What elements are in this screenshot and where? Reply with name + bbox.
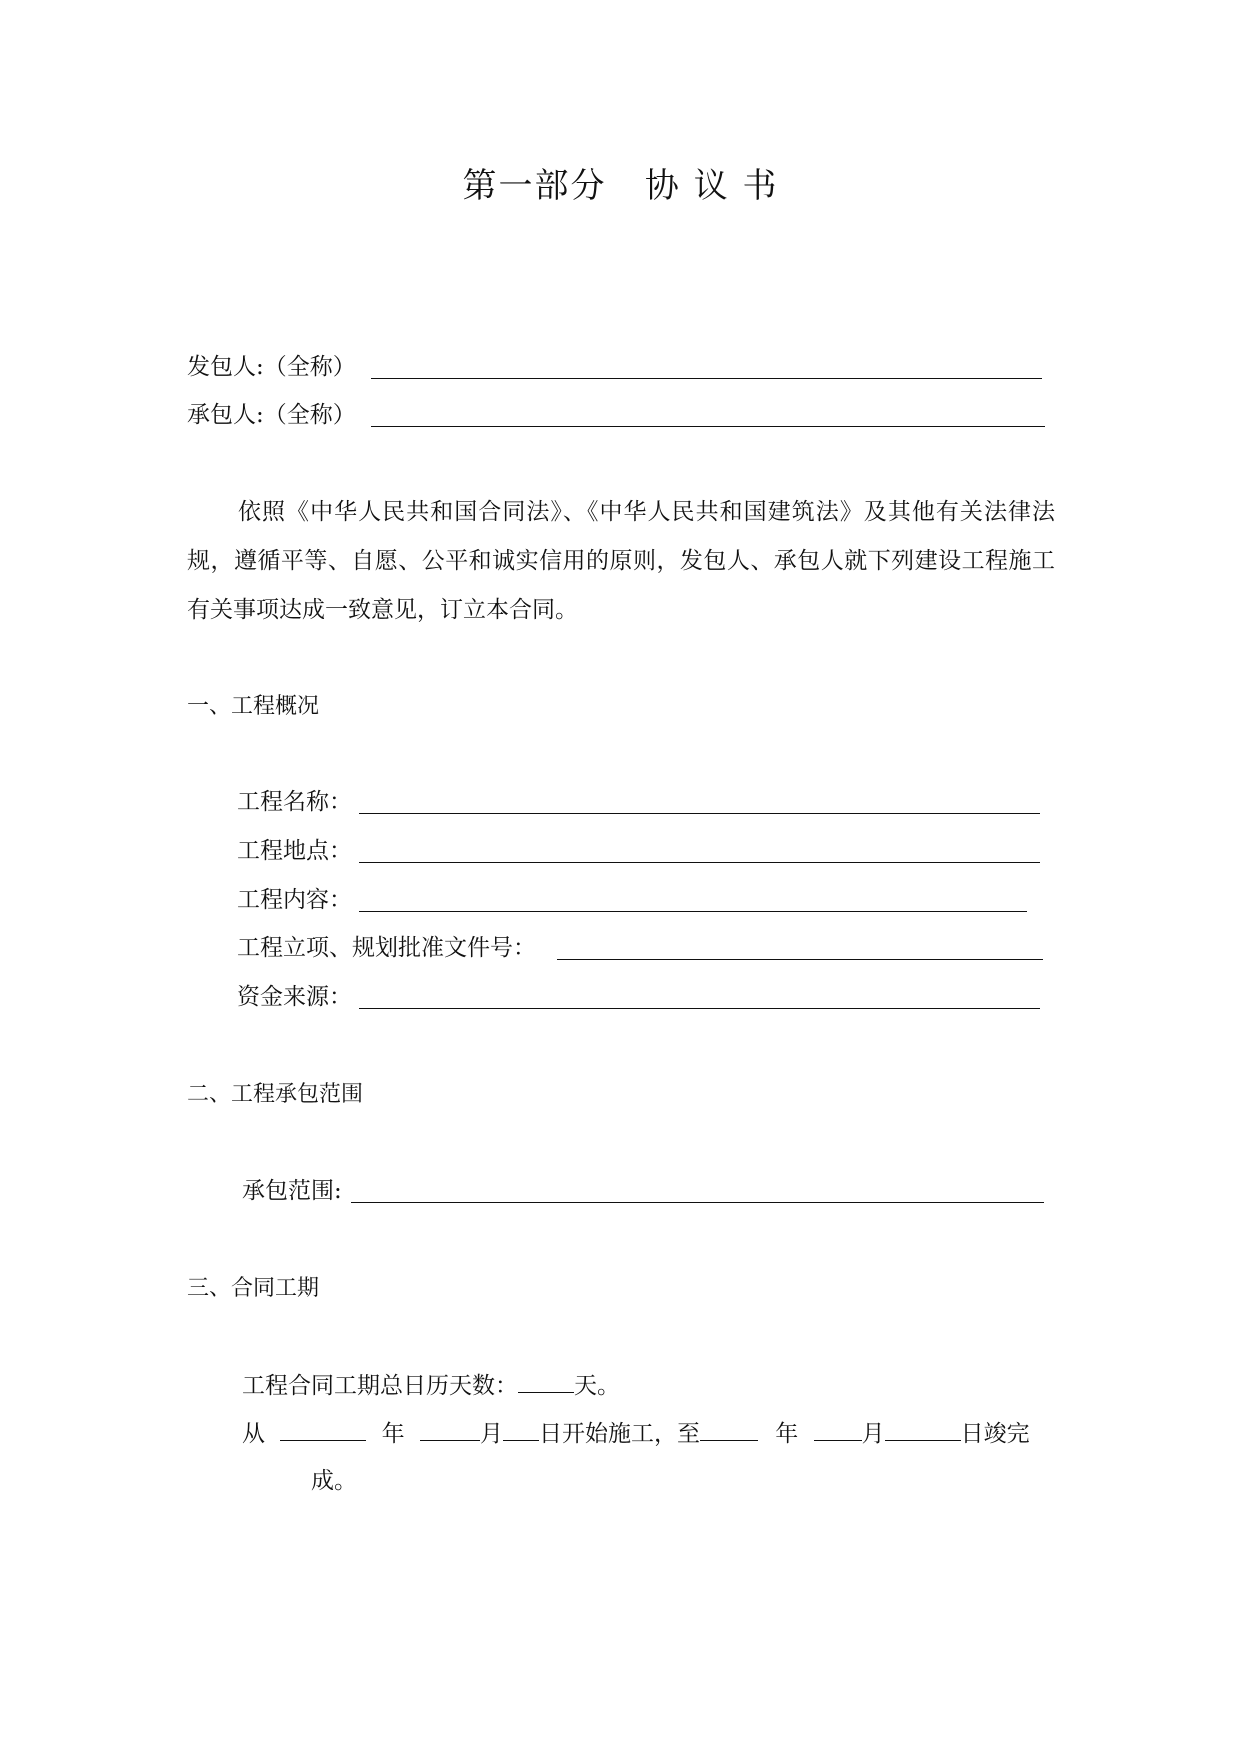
project-name-field[interactable] [359,813,1040,814]
contractor-label: 承包人:（全称） [187,402,356,428]
scope-label: 承包范围: [242,1178,342,1204]
page-title: 第一部分 协 议 书 [462,166,779,206]
preamble-paragraph: 依照《中华人民共和国合同法》、《中华人民共和国建筑法》及其他有关法律法规，遵循平等、自愿、公平和诚实信用的原则，发包人、承包人就下列建设工程施工有关事项达成一致意见，订立本合同。 [187,499,1055,623]
start-year-field[interactable] [280,1418,366,1441]
scope-field[interactable] [351,1202,1044,1203]
employer-name-field[interactable] [371,378,1042,379]
section1-heading: 一、工程概况 [187,694,320,719]
total-days-line [242,1370,620,1401]
end-day-label: 日竣完 [960,1421,1030,1447]
schedule-line [242,1418,1030,1449]
from-label: 从 [242,1421,265,1447]
project-name-label: 工程名称： [237,789,352,815]
start-month-label: 月 [479,1421,503,1447]
end-month-label: 月 [861,1421,885,1447]
start-month-field[interactable] [420,1418,480,1441]
section3-heading: 三、合同工期 [187,1276,320,1301]
start-year-label: 年 [381,1421,405,1447]
end-month-field[interactable] [814,1418,862,1441]
completion-tail: 成。 [311,1468,357,1494]
total-days-field[interactable] [518,1370,574,1393]
project-content-label: 工程内容： [237,887,352,913]
employer-label: 发包人:（全称） [187,354,356,380]
start-day-label: 日开始施工，至 [538,1421,700,1447]
end-year-field[interactable] [700,1418,758,1441]
end-year-label: 年 [775,1421,799,1447]
funding-source-label: 资金来源： [237,984,352,1010]
funding-source-field[interactable] [359,1008,1040,1009]
section2-heading: 二、工程承包范围 [187,1082,364,1107]
project-content-field[interactable] [359,911,1027,912]
project-location-label: 工程地点： [237,838,352,864]
total-days-suffix: 天。 [574,1373,620,1399]
start-day-field[interactable] [503,1418,539,1441]
end-day-field[interactable] [885,1418,961,1441]
approval-number-label: 工程立项、规划批准文件号： [237,935,536,961]
contractor-name-field[interactable] [371,426,1045,427]
approval-number-field[interactable] [557,959,1043,960]
total-days-prefix: 工程合同工期总日历天数： [242,1373,518,1399]
project-location-field[interactable] [359,862,1040,863]
